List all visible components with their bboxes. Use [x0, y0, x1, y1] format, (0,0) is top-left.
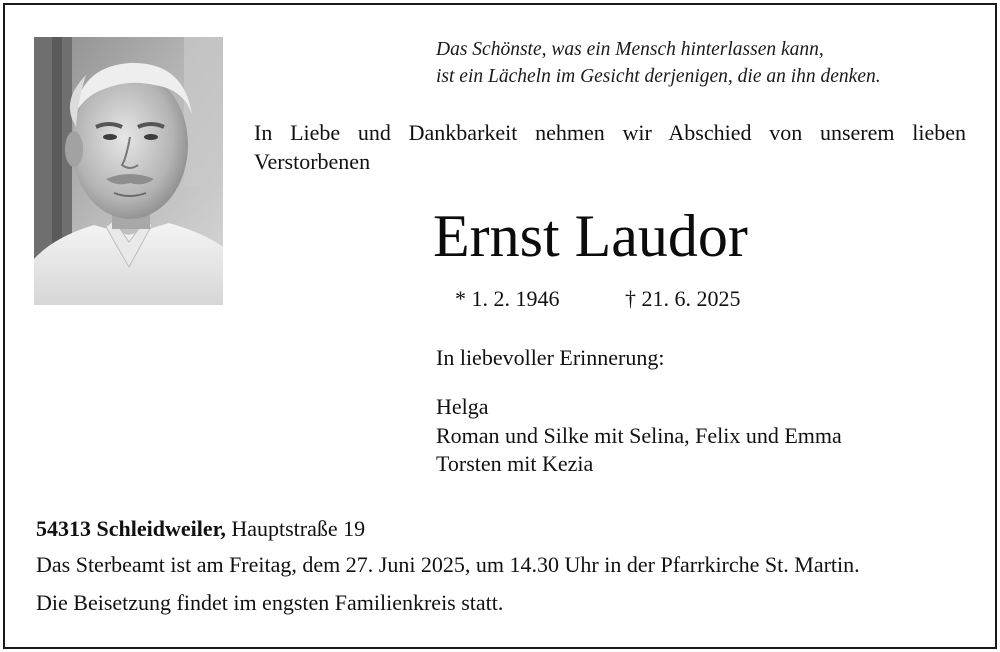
- intro-text: In Liebe und Dankbarkeit nehmen wir Abschied von unserem lieben Verstorbenen: [254, 120, 966, 174]
- portrait-photo: [34, 37, 223, 305]
- mourner-item: Helga: [436, 394, 489, 419]
- death-date: † 21. 6. 2025: [625, 286, 741, 311]
- family-address: [36, 515, 365, 543]
- service-notice: Das Sterbeamt ist am Freitag, dem 27. Juni 2025, um 14.30 Uhr in der Pfarrkirche St. Martin.: [36, 552, 860, 577]
- burial-notice: Die Beisetzung findet im engsten Familienkreis statt.: [36, 590, 504, 615]
- quote-line-1: Das Schönste, was ein Mensch hinterlassen kann,: [436, 39, 824, 60]
- memory-label: In liebevoller Erinnerung:: [436, 345, 665, 370]
- address-city: 54313 Schleidweiler,: [36, 516, 226, 541]
- mourner-item: Roman und Silke mit Selina, Felix und Emma: [436, 422, 842, 448]
- mourners-list: [436, 393, 842, 479]
- deceased-name: Ernst Laudor: [433, 203, 748, 269]
- memorial-quote: [436, 36, 976, 90]
- birth-date: * 1. 2. 1946: [455, 286, 560, 311]
- mourner-item: Torsten mit Kezia: [436, 451, 594, 476]
- quote-line-2: ist ein Lächeln im Gesicht derjenigen, die an ihn denken.: [436, 66, 881, 87]
- address-street: Hauptstraße 19: [231, 516, 366, 541]
